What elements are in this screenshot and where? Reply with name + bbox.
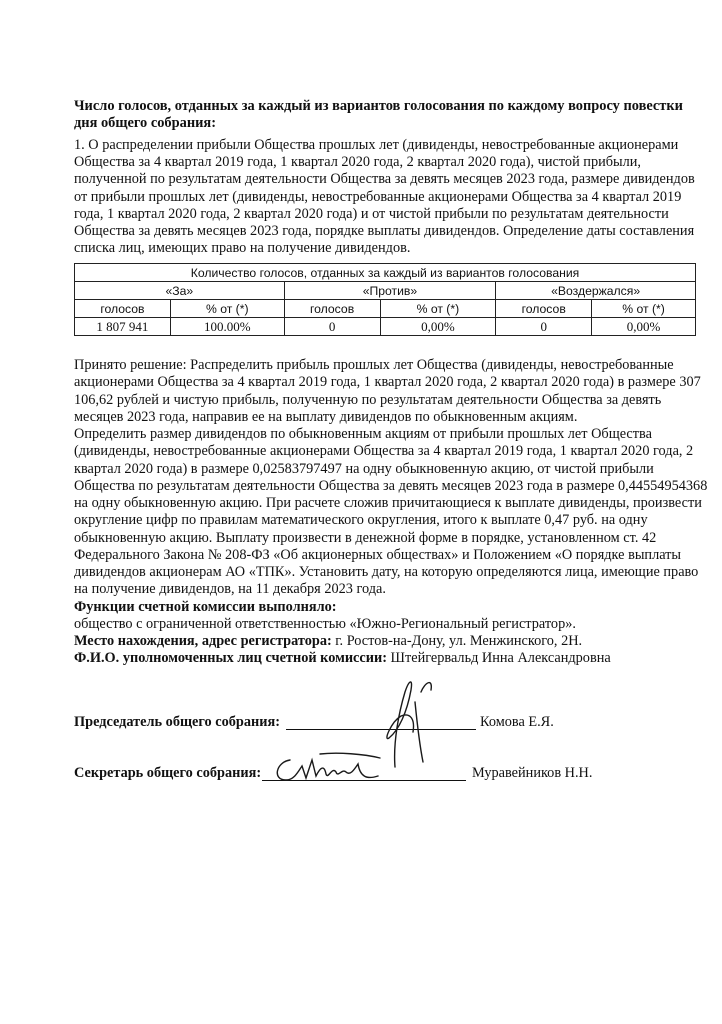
chairman-name: Комова Е.Я. <box>480 714 554 730</box>
votes-heading: Число голосов, отданных за каждый из вариантов голосования по каждому вопросу повестки дня общего собрания: <box>74 98 683 131</box>
table-row <box>75 318 696 336</box>
registrar-address-line <box>74 633 710 650</box>
subheader-percent: % от (*) <box>170 300 284 318</box>
votes-abstain-percent: 0,00% <box>592 318 696 336</box>
commission-persons-label: Ф.И.О. уполномоченных лиц счетной комиссии: <box>74 650 387 667</box>
commission-persons-line <box>74 650 710 667</box>
group-for: «За» <box>75 282 285 300</box>
secretary-label: Секретарь общего собрания: <box>74 765 262 781</box>
votes-against-percent: 0,00% <box>380 318 496 336</box>
decision-text: Принято решение: Распределить прибыль прошлых лет Общества (дивиденды, невостребованные акционерами Общества за 4 квартал 2019 года, 1 квартал 2020 года, 2 квартал 2020 года) в размере 307 106,62 рублей и чистую прибыль, полученную по результатам деятельности Общества за девять месяцев 2023 года, направив ее на выплату дивидендов по обыкновенным акциям. <box>74 357 701 425</box>
subheader-percent: % от (*) <box>592 300 696 318</box>
table-title: Количество голосов, отданных за каждый из вариантов голосования <box>75 264 696 282</box>
group-abstain: «Воздержался» <box>496 282 696 300</box>
counting-commission-value: общество с ограниченной ответственностью «Южно-Региональный регистратор». <box>74 615 576 632</box>
votes-against-count: 0 <box>284 318 380 336</box>
subheader-votes: голосов <box>496 300 592 318</box>
subheader-votes: голосов <box>75 300 171 318</box>
agenda-question-1: 1. О распределении прибыли Общества прошлых лет (дивиденды, невостребованные акционерами Общества за 4 квартал 2019 года, 1 квартал 2020 года, 2 квартал 2020 года), чистой прибыли, полученной по результатам деятельности Общества за девять месяцев 2023 года, размере дивидендов от прибыли прошлых лет (дивиденды, невостребованные акционерами Общества за 4 квартал 2019 года, 1 квартал 2020 года, 2 квартал 2020 года) и от чистой прибыли по результатам деятельности Общества за девять месяцев 2023 года, порядке выплаты дивидендов. Определение даты составления списка лиц, имеющих право на получение дивидендов. <box>74 137 695 257</box>
subheader-percent: % от (*) <box>380 300 496 318</box>
votes-for-count: 1 807 941 <box>75 318 171 336</box>
table-title-row <box>75 264 696 282</box>
commission-persons-value: Штейгервальд Инна Александровна <box>386 650 611 667</box>
chairman-label: Председатель общего собрания: <box>74 714 280 730</box>
secretary-signature <box>268 746 398 796</box>
decision-section <box>74 357 710 668</box>
secretary-name: Муравейников Н.Н. <box>472 765 593 781</box>
votes-for-percent: 100.00% <box>170 318 284 336</box>
table-subheader-row <box>75 300 696 318</box>
registrar-address-value: г. Ростов-на-Дону, ул. Менжинского, 2Н. <box>331 633 583 649</box>
registrar-address-label: Место нахождения, адрес регистратора: <box>74 633 332 649</box>
votes-table <box>74 263 696 336</box>
votes-abstain-count: 0 <box>496 318 592 336</box>
group-against: «Против» <box>284 282 496 300</box>
table-group-row <box>75 282 696 300</box>
subheader-votes: голосов <box>284 300 380 318</box>
dividends-text: Определить размер дивидендов по обыкновенным акциям от прибыли прошлых лет Общества (дивиденды, невостребованные акционерами Общества за 4 квартал 2019 года, 1 квартал 2020 года, 2 квартал 2020 года) в размере 0,02583797497 на одну обыкновенную акцию, от чистой прибыли Общества по результатам деятельности Общества за девять месяцев 2023 года в размере 0,44554954368 на одну обыкновенную акцию. При расчете сложив причитающиеся к выплате дивиденды, произвести округление цифр по правилам математического округления, итого к выплате 0,47 руб. на одну обыкновенную акцию. Выплату произвести в денежной форме в порядке, установленном ст. 42 Федерального Закона № 208-ФЗ «Об акционерных обществах» и Положением «О порядке выплаты дивидендов акционерам АО «ТПК». Установить дату, на которую определяются лица, имеющие право на получение дивидендов, на 11 декабря 2023 года. <box>74 426 708 598</box>
counting-commission-label: Функции счетной комиссии выполняло: <box>74 598 337 615</box>
